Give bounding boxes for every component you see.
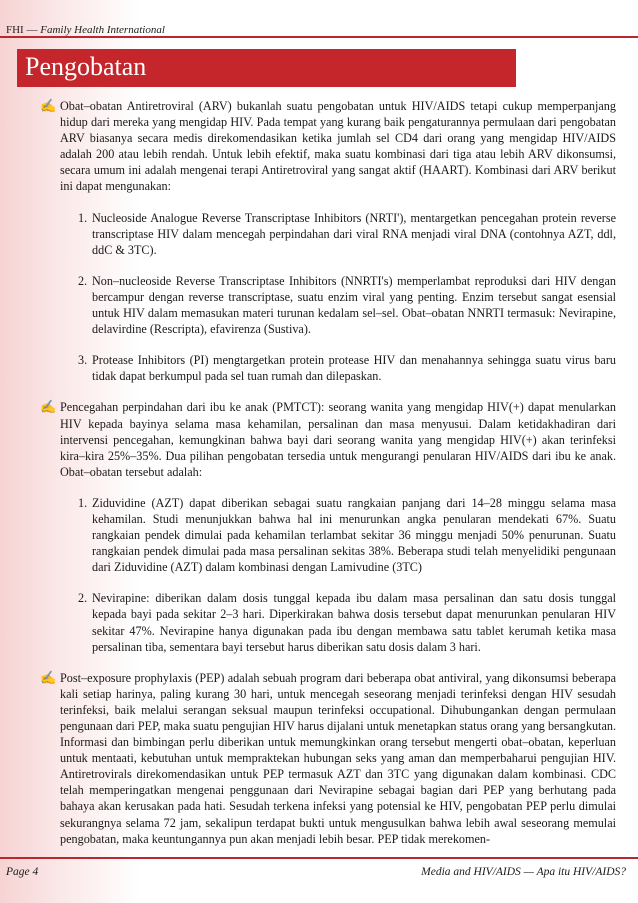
list-item xyxy=(78,495,616,575)
org-short: FHI — xyxy=(6,24,38,36)
item-number: 1. xyxy=(78,210,88,225)
item-number: 2. xyxy=(78,273,88,288)
page-number: Page 4 xyxy=(6,866,39,878)
section-pmtct xyxy=(40,399,616,479)
list-item xyxy=(78,273,616,337)
footer-rule xyxy=(0,857,638,859)
list-item xyxy=(78,590,616,654)
item-text: Ziduvidine (AZT) dapat diberikan sebagai suatu rangkaian panjang dari 14–28 minggu selama masa kehamilan. Studi menunjukkan bahwa hal ini menurunkan angka penularan mendekati 67%. Suatu rangkaian pendek dimulai pada kehamilan terlambat sekitar 36 minggu menjadi 50% penurunan. Suatu rangkaian pendek dimulai pada masa persalinan sekitas 38%. Beberapa studi telah menyelidiki pengunaan dari Ziduvidine (AZT) dalam kombinasi dengan Lamivudine (3TC) xyxy=(92,495,616,575)
item-text: Protease Inhibitors (PI) mengtargetkan protein protease HIV dan menahannya sehingga suatu virus baru tidak dapat berkumpul pada sel tuan rumah dan dilepaskan. xyxy=(92,353,616,384)
item-text: Nevirapine: diberikan dalam dosis tunggal kepada ibu dalam masa persalinan dan satu dosis tunggal kepada bayi pada sekitar 2–3 hari. Diperkirakan bahwa dosis tersebut dapat menurunkan penularan HIV sekitar 47%. Nevirapine hanya digunakan pada ibu dengan membawa satu tablet kerumah ketika masa persalinan tiba, sementara bayi tersebut harus diberikan satu dosis dalam 3 hari. xyxy=(92,591,616,654)
running-footer-title: Media and HIV/AIDS — Apa itu HIV/AIDS? xyxy=(421,866,626,878)
section-pep xyxy=(40,669,616,847)
header-rule xyxy=(0,36,638,38)
title-banner xyxy=(17,49,516,87)
running-header xyxy=(6,24,165,36)
item-text: Nucleoside Analogue Reverse Transcriptase Inhibitors (NRTI'), mentargetkan pencegahan protein reverse transcriptase HIV dalam mencegah perpindahan dari viral RNA menjadi viral DNA (contohnya AZT, ddl, ddC & 3TC). xyxy=(92,210,616,257)
pen-bullet-icon: ✍ xyxy=(40,98,57,113)
section-text: Post–exposure prophylaxis (PEP) adalah sebuah program dari beberapa obat antiviral, yang dikonsumsi beberapa kali setiap harinya, paling kurang 30 hari, untuk mencegah seseorang menjadi terinfeksi dengan HIV sesudah terinfeksi, baik melalui serangan seksual maupun terinfeksi occupational. Dihubungankan dengan permulaan pengunaan dari PEP, maka suatu pengujian HIV harus dijalani untuk menetapkan status orang yang bersangkutan. Informasi dan bimbingan perlu diberikan untuk memungkinkan orang tersebut mengerti obat–obatan, keperluan untuk mentaati, kebutuhan untuk mempraktekan hubungan seks yang aman dan memperbaharui pengujian HIV. Antiretrovirals direkomendasikan untuk PEP termasuk AZT dan 3TC yang digunakan dalam kombinasi. CDC telah memperingatkan mengenai penggunaan dari Nevirapine sebagai bagian dari PEP yang berhutang pada bahaya akan kerusakan pada hati. Sesudah terkena infeksi yang potensial ke HIV, pengobatan PEP perlu dimulai sekurangnya selama 72 jam, sekalipun terdapat bukti untuk mengusulkan bahwa lebih awal seseorang memulai pengobatan, maka keuntungannya pun akan menjadi lebih besar. PEP tidak merekomen- xyxy=(60,670,616,846)
list-item xyxy=(78,210,616,258)
item-number: 3. xyxy=(78,353,88,368)
pen-bullet-icon: ✍ xyxy=(40,399,57,415)
section-text: Obat–obatan Antiretroviral (ARV) bukanlah suatu pengobatan untuk HIV/AIDS tetapi cukup memperpanjang hidup dari mereka yang mengidap HIV. Pada tempat yang kurang baik pengaturannya permulaan dari pengobatan ARV biasanya secara medis direkomendasikan ketika jumlah sel CD4 dari orang yang mengidap HIV/AIDS adalah 200 atau lebih rendah. Untuk lebih efektif, maka suatu kombinasi dari tiga atau lebih ARV dikonsumsi, secara umum ini adalah mengenai terapi Antiretroviral yang sangat aktif (HAART). Kombinasi dari ARV berikut ini dapat mengunakan: xyxy=(60,99,616,194)
list-item xyxy=(78,352,616,384)
section-arv xyxy=(40,98,616,195)
item-number: 1. xyxy=(78,495,88,510)
pen-bullet-icon: ✍ xyxy=(40,669,57,685)
item-number: 2. xyxy=(78,591,88,606)
section-text: Pencegahan perpindahan dari ibu ke anak (PMTCT): seorang wanita yang mengidap HIV(+) dapat menularkan HIV kepada bayinya selama masa kehamilan, persalinan dan masa menyusui. Dalam ketidakhadiran dari intervensi pencegahan, kemungkinan bahwa bayi dari seorang wanita yang mengidap HIV(+) akan terinfeksi kira–kira 25%–35%. Dua pilihan pengobatan tersedia untuk mengurangi penularan HIV/AIDS dari ibu ke anak. Obat–obatan tersebut adalah: xyxy=(60,400,616,479)
org-full-name: Family Health International xyxy=(40,24,165,36)
page-title: Pengobatan xyxy=(25,52,147,81)
main-content xyxy=(40,98,616,862)
item-text: Non–nucleoside Reverse Transcriptase Inhibitors (NNRTI's) memperlambat reproduksi dari HIV dengan bercampur dengan reverse transcriptase, suatu enzim viral yang penting. Enzim tersebut sangat esensial untuk HIV dalam memasukan materi turunan kedalam sel–sel. Obat–obatan NNRTI termasuk: Nevirapine, delavirdine (Rescripta), efavirenza (Sustiva). xyxy=(92,273,616,337)
